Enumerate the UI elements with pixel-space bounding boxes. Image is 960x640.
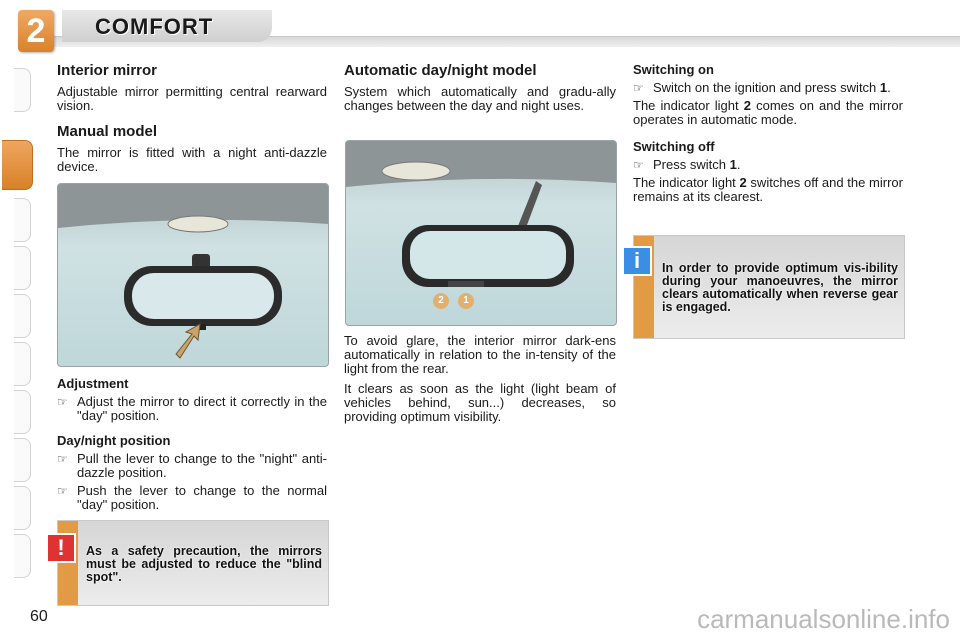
- automatic-mirror-drawing: [346, 141, 616, 325]
- automatic-mirror-illustration: [345, 140, 617, 326]
- adjustment-bullet: [57, 395, 327, 423]
- page-number: 60: [30, 608, 48, 625]
- adjustment-title: Adjustment: [57, 376, 129, 391]
- switching-on-bullet-part: Switch on the ignition and press switch: [653, 80, 880, 95]
- manual-model-text: The mirror is fitted with a night anti-dazzle device.: [57, 145, 327, 174]
- section-title-manual-model: Manual model: [57, 123, 158, 140]
- clears-text: It clears as soon as the light (light beam of vehicles behind, sun...) decreases, so providing optimum visibility.: [344, 381, 616, 424]
- chapter-tab-4[interactable]: [14, 246, 31, 290]
- chapter-tab-6[interactable]: [14, 342, 31, 386]
- warning-icon: !: [46, 533, 76, 563]
- interior-mirror-intro: Adjustable mirror permitting central rearward vision.: [57, 84, 327, 113]
- info-icon: i: [622, 246, 652, 276]
- daynight-bullet-1: [57, 452, 327, 480]
- pointing-hand-icon: ☞: [57, 484, 68, 498]
- adjustment-bullet-text: Adjust the mirror to direct it correctly in the "day" position.: [77, 394, 327, 423]
- switching-on-bullet-text: [653, 81, 903, 95]
- indicator-number: 2: [743, 98, 751, 113]
- column-middle-lower: [344, 334, 616, 430]
- chapter-tabs: [0, 64, 34, 584]
- info-note-text: In order to provide optimum vis-ibility during your manoeuvres, the mirror clears automatically when reverse gear is engaged.: [662, 261, 898, 314]
- watermark: carmanualsonline.info: [697, 604, 950, 634]
- glare-text: To avoid glare, the interior mirror dark-ens automatically in relation to the in-tensity of the light from the rear.: [344, 333, 616, 376]
- callout-label-2: 2: [433, 293, 449, 309]
- switching-off-title: Switching off: [633, 139, 715, 154]
- switch-number: 1: [879, 80, 888, 95]
- daynight-bullet-1-text: Pull the lever to change to the "night" anti-dazzle position.: [77, 451, 327, 480]
- switching-off-bullet-text: [653, 158, 903, 172]
- warning-note-text: As a safety precaution, the mirrors must be adjusted to reduce the "blind spot".: [86, 544, 322, 584]
- daynight-title: Day/night position: [57, 433, 171, 448]
- chapter-tab-9[interactable]: [14, 486, 31, 530]
- warning-note: [57, 520, 329, 606]
- pointing-hand-icon: ☞: [633, 81, 644, 95]
- info-note: [633, 235, 905, 339]
- chapter-tab-1[interactable]: [14, 68, 31, 112]
- column-left: [57, 62, 327, 180]
- switching-off-text-end: switches off and the mirror remains at its clearest.: [633, 175, 903, 204]
- switching-on-text-part: The indicator light: [633, 98, 744, 113]
- switching-on-text: [633, 99, 903, 127]
- manual-mirror-illustration: [57, 183, 329, 367]
- pointing-hand-icon: ☞: [57, 452, 68, 466]
- manual-mirror-drawing: [58, 184, 328, 366]
- indicator-number: 2: [739, 175, 747, 190]
- chapter-tab-8[interactable]: [14, 438, 31, 482]
- switching-on-bullet: [633, 81, 903, 95]
- chapter-title: COMFORT: [95, 14, 214, 39]
- chapter-tab-3[interactable]: [14, 198, 31, 242]
- switching-on-bullet-end: .: [887, 80, 891, 95]
- switching-on-title: Switching on: [633, 62, 714, 77]
- column-left-lower: [57, 376, 327, 516]
- switching-on-text-end: comes on and the mirror operates in automatic mode.: [633, 98, 903, 127]
- chapter-tab-7[interactable]: [14, 390, 31, 434]
- column-right: [633, 62, 903, 210]
- daynight-bullet-2: [57, 484, 327, 512]
- switch-number: 1: [729, 157, 737, 172]
- chapter-tab-10[interactable]: [14, 534, 31, 578]
- switching-off-bullet-part: Press switch: [653, 157, 730, 172]
- chapter-number-badge: 2: [18, 10, 54, 52]
- chapter-tab-2-active[interactable]: [2, 140, 33, 190]
- switching-off-bullet-end: .: [736, 157, 741, 172]
- switching-off-bullet: [633, 158, 903, 172]
- column-middle: [344, 62, 616, 119]
- pointing-hand-icon: ☞: [633, 158, 644, 172]
- section-title-interior-mirror: Interior mirror: [57, 62, 158, 79]
- chapter-tab-5[interactable]: [14, 294, 31, 338]
- automatic-model-intro: System which automatically and gradu-ally changes between the day and night uses.: [344, 84, 616, 113]
- switching-off-text: [633, 176, 903, 204]
- section-title-automatic-model: Automatic day/night model: [344, 62, 537, 79]
- switching-off-text-part: The indicator light: [633, 175, 740, 190]
- callout-label-1: 1: [458, 293, 474, 309]
- daynight-bullet-2-text: Push the lever to change to the normal "day" position.: [77, 483, 327, 512]
- pointing-hand-icon: ☞: [57, 395, 68, 409]
